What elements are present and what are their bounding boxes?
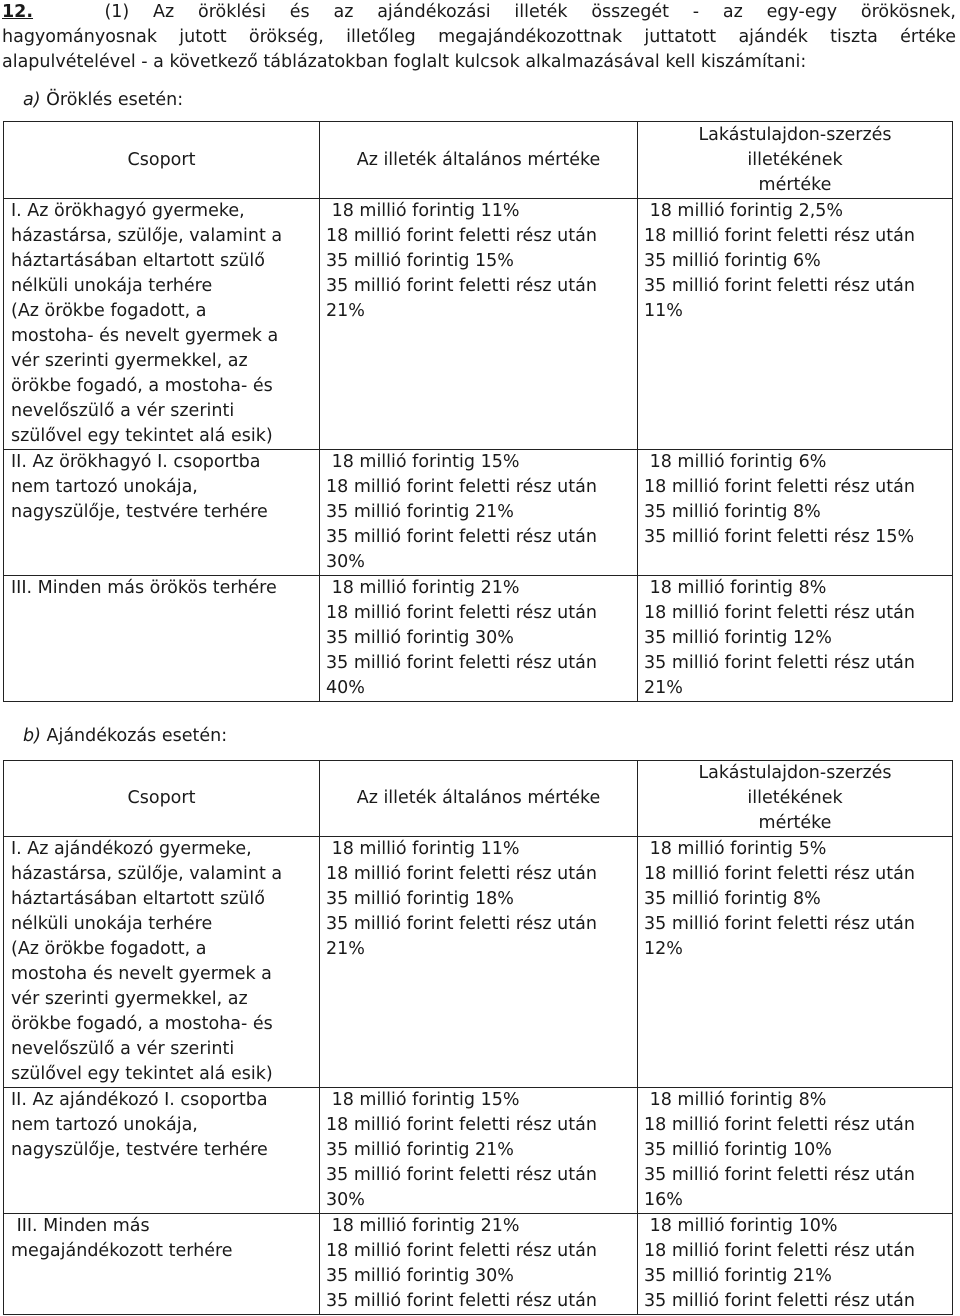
housing-rate-cell <box>638 1214 953 1315</box>
group-cell <box>4 576 320 702</box>
column-header-group: Csoport <box>4 122 320 199</box>
general-rate-cell <box>320 837 638 1088</box>
intro-paragraph <box>2 0 956 75</box>
group-cell <box>4 837 320 1088</box>
cell-line: 18 millió forint feletti rész után <box>644 1115 915 1135</box>
cell-line: 18 millió forintig 2,5% <box>644 201 844 221</box>
cell-line: örökbe fogadó, a mostoha- és <box>11 1014 273 1034</box>
cell-line: szülővel egy tekintet alá esik) <box>11 1064 273 1084</box>
cell-line: 18 millió forint feletti rész után <box>326 1115 597 1135</box>
cell-line: nélküli unokája terhére <box>11 914 213 934</box>
cell-line: 35 millió forint feletti rész után <box>644 276 915 296</box>
cell-line: 35 millió forintig 12% <box>644 628 832 648</box>
cell-line: megajándékozott terhére <box>11 1241 233 1261</box>
cell-line: 16% <box>644 1190 683 1210</box>
cell-line: nagyszülője, testvére terhére <box>11 1140 268 1160</box>
cell-line: I. Az örökhagyó gyermeke, <box>11 201 245 221</box>
cell-line: 18 millió forint feletti rész után <box>326 864 597 884</box>
cell-line: 35 millió forintig 6% <box>644 251 821 271</box>
cell-line: 35 millió forint feletti rész után <box>326 653 597 673</box>
cell-line: háztartásában eltartott szülő <box>11 889 265 909</box>
cell-line: 35 millió forintig 30% <box>326 628 514 648</box>
cell-line: 35 millió forint feletti rész után <box>644 1291 915 1311</box>
section-number: 12. <box>2 2 34 22</box>
table-row <box>4 199 953 450</box>
cell-line: 35 millió forint feletti rész után <box>326 276 597 296</box>
general-rate-cell <box>320 199 638 450</box>
cell-line: 21% <box>326 939 365 959</box>
cell-line: nevelőszülő a vér szerinti <box>11 401 235 421</box>
cell-line: 35 millió forintig 8% <box>644 889 821 909</box>
cell-line: 18 millió forint feletti rész után <box>326 1241 597 1261</box>
cell-line: 35 millió forint feletti rész után <box>644 914 915 934</box>
housing-rate-cell <box>638 199 953 450</box>
cell-line: 35 millió forintig 8% <box>644 502 821 522</box>
cell-line: 35 millió forintig 21% <box>326 1140 514 1160</box>
cell-line: 35 millió forintig 18% <box>326 889 514 909</box>
table-header-row <box>4 122 953 199</box>
cell-line: 35 millió forintig 21% <box>326 502 514 522</box>
intro-line: hagyományosnak jutott örökség, illetőleg megajándékozottnak juttatott ajándék tiszta értéke <box>2 27 956 47</box>
table-row <box>4 450 953 576</box>
cell-line: 18 millió forint feletti rész után <box>644 226 915 246</box>
cell-line: (Az örökbe fogadott, a <box>11 939 207 959</box>
cell-line: 18 millió forint feletti rész után <box>644 1241 915 1261</box>
cell-line: I. Az ajándékozó gyermeke, <box>11 839 252 859</box>
cell-line: 18 millió forint feletti rész után <box>326 226 597 246</box>
table-row <box>4 1214 953 1315</box>
cell-line: 11% <box>644 301 683 321</box>
cell-line: 35 millió forintig 21% <box>644 1266 832 1286</box>
column-header-housing-rate: Lakástulajdon-szerzés illetékének mértéke <box>638 761 953 837</box>
cell-line: 35 millió forintig 15% <box>326 251 514 271</box>
general-rate-cell <box>320 450 638 576</box>
housing-rate-cell <box>638 837 953 1088</box>
column-header-general-rate: Az illeték általános mértéke <box>320 761 638 837</box>
cell-line: 18 millió forintig 11% <box>326 839 520 859</box>
cell-line: 35 millió forint feletti rész után <box>644 653 915 673</box>
table-row <box>4 576 953 702</box>
cell-line: II. Az ajándékozó I. csoportba <box>11 1090 268 1110</box>
cell-line: 18 millió forintig 5% <box>644 839 827 859</box>
cell-line: (Az örökbe fogadott, a <box>11 301 207 321</box>
cell-line: 18 millió forint feletti rész után <box>644 603 915 623</box>
cell-line: 18 millió forintig 21% <box>326 578 520 598</box>
table-header-row <box>4 761 953 837</box>
table-row <box>4 837 953 1088</box>
cell-line: nem tartozó unokája, <box>11 477 198 497</box>
general-rate-cell <box>320 576 638 702</box>
cell-line: II. Az örökhagyó I. csoportba <box>11 452 261 472</box>
cell-line: 35 millió forint feletti rész 15% <box>644 527 915 547</box>
cell-line: mostoha- és nevelt gyermek a <box>11 326 279 346</box>
cell-line: 18 millió forintig 6% <box>644 452 827 472</box>
cell-line: 35 millió forintig 10% <box>644 1140 832 1160</box>
group-cell <box>4 1088 320 1214</box>
cell-line: 35 millió forintig 30% <box>326 1266 514 1286</box>
cell-line: mostoha és nevelt gyermek a <box>11 964 272 984</box>
intro-line-text: (1) Az öröklési és az ajándékozási illeték összegét - az egy-egy örökösnek, <box>104 2 956 22</box>
column-header-group: Csoport <box>4 761 320 837</box>
inheritance-rate-table <box>3 121 953 702</box>
cell-line: 18 millió forintig 21% <box>326 1216 520 1236</box>
cell-line: 18 millió forint feletti rész után <box>644 864 915 884</box>
table-row <box>4 1088 953 1214</box>
cell-line: 40% <box>326 678 365 698</box>
cell-line: 30% <box>326 552 365 572</box>
cell-line: nagyszülője, testvére terhére <box>11 502 268 522</box>
cell-line: III. Minden más <box>11 1216 150 1236</box>
housing-rate-cell <box>638 450 953 576</box>
housing-rate-cell <box>638 1088 953 1214</box>
cell-line: 18 millió forintig 8% <box>644 1090 827 1110</box>
gift-rate-table <box>3 760 953 1315</box>
cell-line: örökbe fogadó, a mostoha- és <box>11 376 273 396</box>
cell-line: 21% <box>326 301 365 321</box>
cell-line: 35 millió forint feletti rész után <box>326 914 597 934</box>
subheading-inheritance: a) Öröklés esetén: <box>23 90 184 110</box>
housing-rate-cell <box>638 576 953 702</box>
cell-line: nevelőszülő a vér szerinti <box>11 1039 235 1059</box>
cell-line: 21% <box>644 678 683 698</box>
intro-line <box>2 0 956 25</box>
intro-line: alapulvételével - a következő táblázatokban foglalt kulcsok alkalmazásával kell kiszámítani: <box>2 52 807 72</box>
cell-line: 18 millió forintig 8% <box>644 578 827 598</box>
cell-line: 35 millió forint feletti rész után <box>326 527 597 547</box>
cell-line: 35 millió forint feletti rész után <box>644 1165 915 1185</box>
cell-line: 18 millió forintig 15% <box>326 452 520 472</box>
cell-line: 18 millió forint feletti rész után <box>644 477 915 497</box>
cell-line: III. Minden más örökös terhére <box>11 578 277 598</box>
group-cell <box>4 1214 320 1315</box>
column-header-housing-rate: Lakástulajdon-szerzés illetékének mértéke <box>638 122 953 199</box>
cell-line: 12% <box>644 939 683 959</box>
cell-line: házastársa, szülője, valamint a <box>11 864 283 884</box>
cell-line: 35 millió forint feletti rész után <box>326 1165 597 1185</box>
group-cell <box>4 450 320 576</box>
cell-line: 30% <box>326 1190 365 1210</box>
cell-line: vér szerinti gyermekkel, az <box>11 989 248 1009</box>
column-header-general-rate: Az illeték általános mértéke <box>320 122 638 199</box>
cell-line: háztartásában eltartott szülő <box>11 251 265 271</box>
cell-line: nélküli unokája terhére <box>11 276 213 296</box>
general-rate-cell <box>320 1088 638 1214</box>
cell-line: 18 millió forint feletti rész után <box>326 603 597 623</box>
cell-line: 18 millió forintig 10% <box>644 1216 838 1236</box>
subheading-gift: b) Ajándékozás esetén: <box>23 726 228 746</box>
cell-line: 18 millió forintig 15% <box>326 1090 520 1110</box>
cell-line: házastársa, szülője, valamint a <box>11 226 283 246</box>
cell-line: nem tartozó unokája, <box>11 1115 198 1135</box>
cell-line: 35 millió forint feletti rész után <box>326 1291 597 1311</box>
general-rate-cell <box>320 1214 638 1315</box>
group-cell <box>4 199 320 450</box>
cell-line: 18 millió forint feletti rész után <box>326 477 597 497</box>
cell-line: szülővel egy tekintet alá esik) <box>11 426 273 446</box>
cell-line: vér szerinti gyermekkel, az <box>11 351 248 371</box>
cell-line: 18 millió forintig 11% <box>326 201 520 221</box>
